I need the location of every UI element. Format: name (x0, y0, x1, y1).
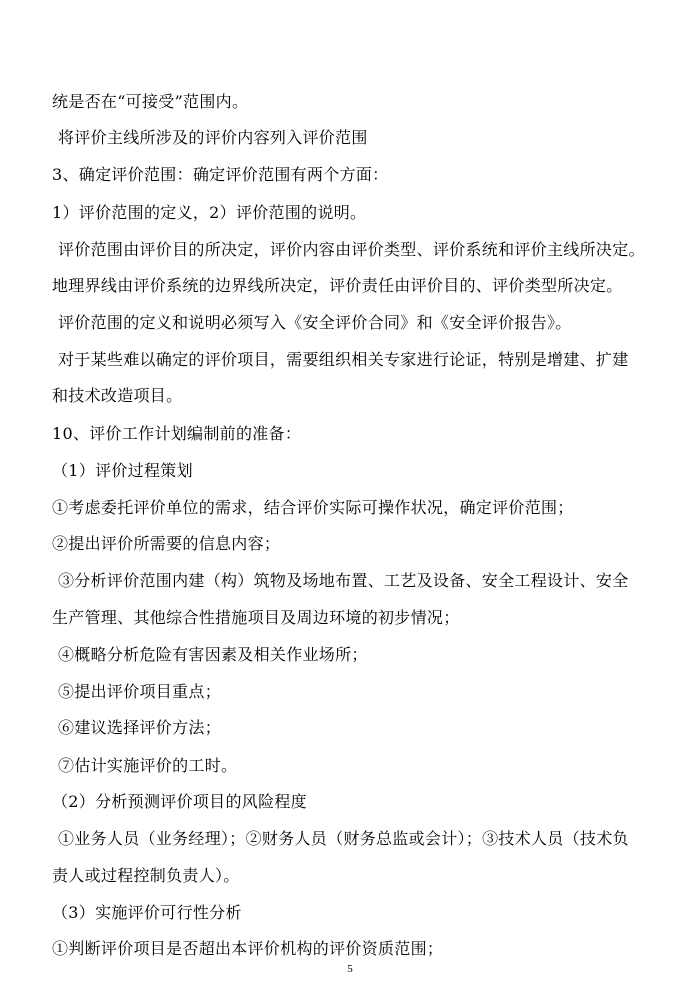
text-line: ③分析评价范围内建（构）筑物及场地布置、工艺及设备、安全工程设计、安全 (58, 571, 629, 590)
text-line: 对于某些难以确定的评价项目，需要组织相关专家进行论证，特别是增建、扩建 (58, 350, 629, 369)
text-line: （2）分析预测评价项目的风险程度 (52, 792, 307, 811)
text-line: 责人或过程控制负责人）。 (52, 866, 240, 885)
text-line: ①考虑委托评价单位的需求，结合评价实际可操作状况，确定评价范围； (52, 498, 574, 517)
text-line: ⑥建议选择评价方法； (58, 718, 222, 737)
text-line: 将评价主线所涉及的评价内容列入评价范围 (58, 128, 368, 147)
text-line: 和技术改造项目。 (52, 386, 183, 405)
text-line: 1）评价范围的定义，2）评价范围的说明。 (52, 203, 367, 222)
text-line: 地理界线由评价系统的边界线所决定，评价责任由评价目的、评价类型所决定。 (52, 276, 623, 295)
text-line: 评价范围的定义和说明必须写入《安全评价合同》和《安全评价报告》。 (58, 313, 572, 332)
page-number: 5 (347, 963, 353, 975)
text-line: 10、评价工作计划编制前的准备： (52, 424, 302, 443)
text-line: （3）实施评价可行性分析 (52, 903, 242, 922)
text-line: （1）评价过程策划 (52, 461, 193, 480)
text-line: ①业务人员（业务经理）；②财务人员（财务总监或会计）；③技术人员（技术负 (58, 829, 629, 848)
text-line: ①判断评价项目是否超出本评价机构的评价资质范围； (52, 939, 444, 958)
text-line: 统是否在“可接受”范围内。 (52, 92, 249, 111)
text-line: ④概略分析危险有害因素及相关作业场所； (58, 645, 368, 664)
text-line: ⑦估计实施评价的工时。 (58, 756, 238, 775)
text-line: 3、确定评价范围：确定评价范围有两个方面： (52, 165, 389, 184)
text-line: 生产管理、其他综合性措施项目及周边环境的初步情况； (52, 608, 460, 627)
text-line: ⑤提出评价项目重点； (58, 682, 222, 701)
text-line: ②提出评价所需要的信息内容； (52, 534, 281, 553)
text-line: 评价范围由评价目的所决定，评价内容由评价类型、评价系统和评价主线所决定。 (58, 240, 645, 259)
